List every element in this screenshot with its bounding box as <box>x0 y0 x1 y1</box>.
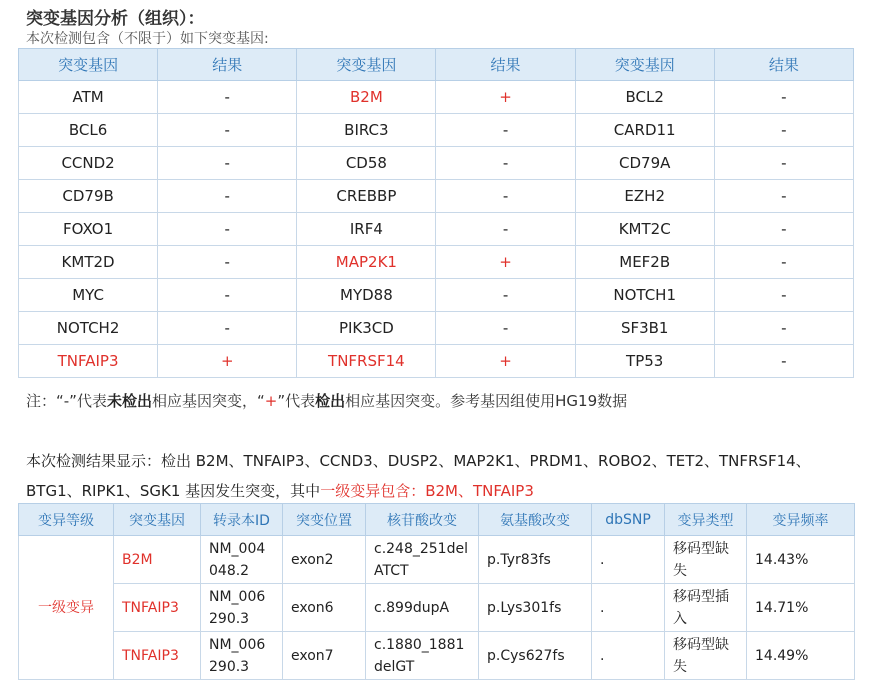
legend-note <box>26 390 627 411</box>
gene-result-cell: - <box>158 114 297 147</box>
header-gene: 突变基因 <box>114 504 201 536</box>
gene-name-cell: NOTCH2 <box>19 312 158 345</box>
amino-change-cell: p.Lys301fs <box>479 584 592 632</box>
gene-result-cell: + <box>436 345 575 378</box>
gene-name-cell: BCL6 <box>19 114 158 147</box>
mutation-table <box>18 503 855 680</box>
gene-name-cell: PIK3CD <box>297 312 436 345</box>
variant-type-cell: 移码型缺失 <box>665 536 747 584</box>
gene-result-cell: - <box>436 312 575 345</box>
transcript-cell: NM_006290.3 <box>201 584 283 632</box>
dbsnp-cell: . <box>592 584 665 632</box>
section-title: 突变基因分析（组织）： <box>26 9 205 29</box>
gene-table-row <box>19 180 854 213</box>
gene-result-cell: - <box>714 213 853 246</box>
gene-table-row <box>19 279 854 312</box>
header-level: 变异等级 <box>19 504 114 536</box>
header-gene: 突变基因 <box>19 49 158 81</box>
nucleotide-change-cell: c.899dupA <box>366 584 479 632</box>
gene-table-row <box>19 213 854 246</box>
gene-name-cell: B2M <box>297 81 436 114</box>
variant-type-cell: 移码型缺失 <box>665 632 747 680</box>
position-cell: exon6 <box>283 584 366 632</box>
mutation-gene-cell: TNFAIP3 <box>114 632 201 680</box>
header-amino: 氨基酸改变 <box>479 504 592 536</box>
gene-name-cell: KMT2C <box>575 213 714 246</box>
header-frequency: 变异频率 <box>747 504 855 536</box>
gene-result-cell: - <box>714 180 853 213</box>
note-suffix: 相应基因突变。参考基因组使用HG19数据 <box>345 392 628 410</box>
gene-name-cell: EZH2 <box>575 180 714 213</box>
variant-type-cell: 移码型插入 <box>665 584 747 632</box>
gene-table-row <box>19 114 854 147</box>
header-position: 突变位置 <box>283 504 366 536</box>
variant-level-cell: 一级变异 <box>19 536 114 680</box>
gene-name-cell: CD79B <box>19 180 158 213</box>
gene-result-cell: - <box>158 81 297 114</box>
gene-result-cell: - <box>714 81 853 114</box>
gene-result-cell: + <box>158 345 297 378</box>
gene-result-cell: - <box>158 180 297 213</box>
gene-name-cell: CD79A <box>575 147 714 180</box>
gene-name-cell: CARD11 <box>575 114 714 147</box>
gene-name-cell: TP53 <box>575 345 714 378</box>
variant-frequency-cell: 14.49% <box>747 632 855 680</box>
nucleotide-change-cell: c.1880_1881delGT <box>366 632 479 680</box>
gene-name-cell: MEF2B <box>575 246 714 279</box>
header-gene: 突变基因 <box>575 49 714 81</box>
gene-table-row <box>19 345 854 378</box>
header-transcript: 转录本ID <box>201 504 283 536</box>
gene-result-table <box>18 48 854 378</box>
gene-result-cell: - <box>714 147 853 180</box>
gene-result-cell: + <box>436 81 575 114</box>
gene-name-cell: NOTCH1 <box>575 279 714 312</box>
gene-result-cell: - <box>158 213 297 246</box>
dbsnp-cell: . <box>592 536 665 584</box>
mutation-table-header-row <box>19 504 855 536</box>
gene-name-cell: FOXO1 <box>19 213 158 246</box>
position-cell: exon2 <box>283 536 366 584</box>
gene-name-cell: ATM <box>19 81 158 114</box>
nucleotide-change-cell: c.248_251delATCT <box>366 536 479 584</box>
gene-name-cell: BIRC3 <box>297 114 436 147</box>
header-nucleotide: 核苷酸改变 <box>366 504 479 536</box>
gene-table-header-row <box>19 49 854 81</box>
gene-result-cell: - <box>714 279 853 312</box>
section-subtitle: 本次检测包含（不限于）如下突变基因: <box>26 31 269 47</box>
note-mid: 相应基因突变，“ <box>151 392 265 410</box>
mutation-row <box>19 632 855 680</box>
gene-result-cell: - <box>436 114 575 147</box>
transcript-cell: NM_004048.2 <box>201 536 283 584</box>
note-detected: 检出 <box>315 392 346 410</box>
summary-highlight: 一级变异包含：B2M、TNFAIP3 <box>320 482 534 500</box>
header-result: 结果 <box>158 49 297 81</box>
mutation-gene-cell: B2M <box>114 536 201 584</box>
gene-name-cell: CCND2 <box>19 147 158 180</box>
mutation-gene-cell: TNFAIP3 <box>114 584 201 632</box>
amino-change-cell: p.Cys627fs <box>479 632 592 680</box>
gene-name-cell: KMT2D <box>19 246 158 279</box>
gene-name-cell: MAP2K1 <box>297 246 436 279</box>
gene-result-cell: - <box>714 246 853 279</box>
summary-text: 本次检测结果显示：检出 B2M、TNFAIP3、CCND3、DUSP2、MAP2K1、PRDM1、ROBO2、TET2、TNFRSF14、BTG1、RIPK1、SGK1 基因发生突变，其中 <box>26 452 811 500</box>
note-plus: + <box>264 392 278 410</box>
gene-name-cell: SF3B1 <box>575 312 714 345</box>
gene-result-cell: - <box>158 147 297 180</box>
gene-name-cell: CREBBP <box>297 180 436 213</box>
gene-result-cell: - <box>436 279 575 312</box>
gene-result-cell: - <box>436 180 575 213</box>
header-type: 变异类型 <box>665 504 747 536</box>
gene-table-row <box>19 246 854 279</box>
position-cell: exon7 <box>283 632 366 680</box>
gene-name-cell: BCL2 <box>575 81 714 114</box>
gene-name-cell: TNFAIP3 <box>19 345 158 378</box>
dbsnp-cell: . <box>592 632 665 680</box>
note-prefix: 注：“-”代表 <box>26 392 107 410</box>
gene-table-row <box>19 81 854 114</box>
gene-result-cell: - <box>436 147 575 180</box>
gene-name-cell: TNFRSF14 <box>297 345 436 378</box>
gene-name-cell: IRF4 <box>297 213 436 246</box>
gene-result-cell: - <box>158 312 297 345</box>
header-result: 结果 <box>714 49 853 81</box>
gene-table-row <box>19 312 854 345</box>
gene-result-cell: - <box>158 279 297 312</box>
gene-result-cell: - <box>436 213 575 246</box>
gene-table-row <box>19 147 854 180</box>
gene-result-cell: - <box>714 114 853 147</box>
gene-name-cell: CD58 <box>297 147 436 180</box>
gene-result-cell: - <box>714 345 853 378</box>
note-not-detected: 未检出 <box>106 392 152 410</box>
amino-change-cell: p.Tyr83fs <box>479 536 592 584</box>
gene-name-cell: MYC <box>19 279 158 312</box>
result-summary <box>26 446 856 506</box>
gene-result-cell: - <box>158 246 297 279</box>
note-mid2: ”代表 <box>277 392 316 410</box>
transcript-cell: NM_006290.3 <box>201 632 283 680</box>
gene-result-cell: + <box>436 246 575 279</box>
header-gene: 突变基因 <box>297 49 436 81</box>
mutation-row <box>19 584 855 632</box>
gene-result-cell: - <box>714 312 853 345</box>
header-result: 结果 <box>436 49 575 81</box>
header-dbsnp: dbSNP <box>592 504 665 536</box>
variant-frequency-cell: 14.43% <box>747 536 855 584</box>
mutation-row <box>19 536 855 584</box>
gene-name-cell: MYD88 <box>297 279 436 312</box>
variant-frequency-cell: 14.71% <box>747 584 855 632</box>
